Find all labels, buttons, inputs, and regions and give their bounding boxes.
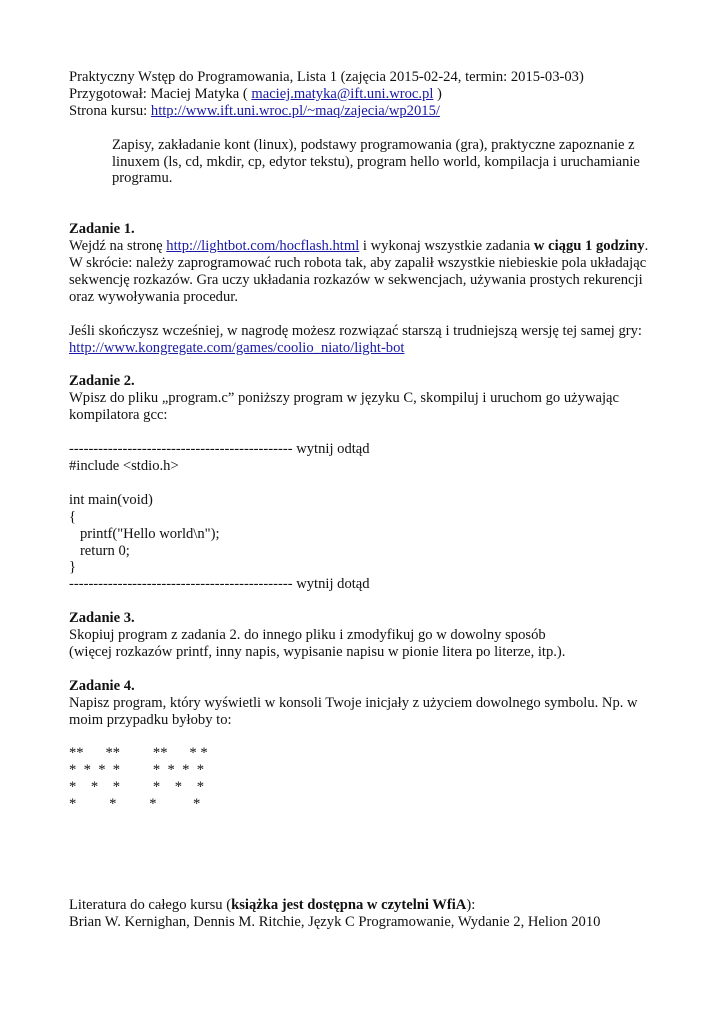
task-3 [69, 610, 659, 661]
literature-availability: książka jest dostępna w czytelni WfiA [231, 896, 467, 913]
header-author-line [69, 86, 659, 103]
code-line: printf("Hello world\n"); [69, 525, 220, 542]
course-prefix: Strona kursu: [69, 102, 151, 119]
literature [69, 897, 659, 931]
task-1-title: Zadanie 1. [69, 221, 135, 238]
task-1-line: Jeśli skończysz wcześniej, w nagrodę możesz rozwiązać starszą i trudniejszą wersję tej samej gry: [69, 322, 642, 339]
task-3-line: (więcej rozkazów printf, inny napis, wypisanie napisu w pionie litera po literze, itp.). [69, 643, 566, 660]
task-1-line [69, 340, 659, 357]
art-line: ** ** ** * * [69, 745, 208, 762]
task-1-text: . [644, 238, 649, 255]
task-4-line: Napisz program, który wyświetli w konsoli Twoje inicjały z użyciem dowolnego symbolu. Np. w [69, 694, 638, 711]
email-link[interactable]: maciej.matyka@ift.uni.wroc.pl [251, 85, 434, 102]
art-line: * * * * * * [69, 779, 204, 796]
literature-book: Brian W. Kernighan, Dennis M. Ritchie, Język C Programowanie, Wydanie 2, Helion 2010 [69, 913, 601, 930]
task-4 [69, 678, 659, 813]
literature-text: ): [466, 896, 476, 913]
task-4-line: moim przypadku byłoby to: [69, 711, 232, 728]
code-line: int main(void) [69, 491, 153, 508]
course-url-link[interactable]: http://www.ift.uni.wroc.pl/~maq/zajecia/wp2015/ [150, 102, 440, 119]
task-1-line [69, 238, 659, 255]
art-line: * * * * [69, 796, 201, 813]
summary-line: Zapisy, zakładanie kont (linux), podstawy programowania (gra), praktyczne zapoznanie z [112, 136, 635, 153]
task-2-title: Zadanie 2. [69, 373, 135, 390]
kongregate-link[interactable]: http://www.kongregate.com/games/coolio_niato/light-bot [69, 339, 405, 356]
code-line: { [69, 508, 77, 525]
summary-line: programu. [112, 170, 173, 187]
author-prefix: Przygotował: Maciej Matyka ( [69, 85, 252, 102]
code-line: ---------------------------------------------- wytnij dotąd [69, 576, 370, 593]
task-1-text: i wykonaj wszystkie zadania [359, 238, 534, 255]
header-course-line [69, 103, 659, 120]
summary-line: linuxem (ls, cd, mkdir, cp, edytor tekstu), program hello world, kompilacja i uruchamianie [112, 153, 640, 170]
summary-block [112, 137, 659, 188]
task-1-line: oraz wywoływania procedur. [69, 288, 238, 305]
header-title-line: Praktyczny Wstęp do Programowania, Lista 1 (zajęcia 2015-02-24, termin: 2015-03-03) [69, 69, 584, 85]
code-line: #include <stdio.h> [69, 457, 179, 474]
task-3-title: Zadanie 3. [69, 610, 135, 627]
initials-art [69, 745, 659, 813]
author-suffix: ) [433, 85, 442, 102]
task-4-title: Zadanie 4. [69, 677, 135, 694]
document-page [69, 69, 659, 931]
lightbot-link[interactable]: http://lightbot.com/hocflash.html [166, 238, 360, 255]
literature-line [69, 897, 659, 914]
art-line: * * * * * * * * [69, 762, 204, 779]
code-line [69, 475, 659, 492]
task-1-line: sekwencję rozkazów. Gra uczy układania rozkazów w sekwencjach, używania prostych rekurencji [69, 272, 643, 289]
task-1-text: Wejdź na stronę [69, 238, 167, 255]
code-line: } [69, 559, 77, 576]
task-2-line: kompilatora gcc: [69, 407, 168, 424]
task-3-line: Skopiuj program z zadania 2. do innego pliku i zmodyfikuj go w dowolny sposób [69, 627, 546, 644]
code-line: return 0; [69, 542, 130, 559]
task-1 [69, 221, 659, 356]
code-block [69, 441, 659, 593]
literature-text: Literatura do całego kursu ( [69, 896, 232, 913]
header [69, 69, 659, 120]
task-1-deadline: w ciągu 1 godziny [533, 238, 645, 255]
task-2 [69, 373, 659, 593]
task-1-line: W skrócie: należy zaprogramować ruch robota tak, aby zapalił wszystkie niebieskie pola układając [69, 255, 647, 272]
code-line: ---------------------------------------------- wytnij odtąd [69, 441, 370, 458]
task-2-line: Wpisz do pliku „program.c” poniższy program w języku C, skompiluj i uruchom go używając [69, 390, 619, 407]
